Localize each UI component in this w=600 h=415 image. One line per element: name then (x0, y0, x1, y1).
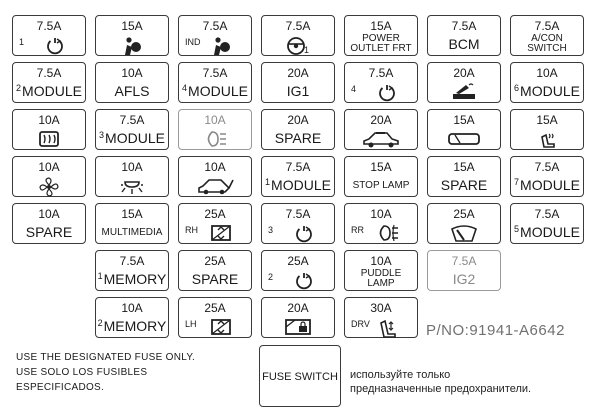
fuse-amperage: 25A (204, 254, 226, 268)
fuse-44 (344, 297, 418, 338)
fuse-amperage: 10A (38, 160, 60, 174)
fuse-23 (95, 156, 169, 197)
wiper-icon (449, 223, 479, 248)
fuse-amperage: 15A (536, 113, 558, 127)
fuse-amperage: 10A (121, 160, 143, 174)
steering-icon (286, 35, 310, 62)
fuse-label: $^2$MEMORY (97, 318, 167, 334)
sunroof-icon (361, 129, 401, 154)
fuse-amperage: 7.5A (285, 207, 311, 221)
fuse-label: AFLS (114, 83, 150, 99)
fuse-40 (427, 250, 501, 291)
power-icon (293, 223, 315, 250)
fuse-amperage: 25A (453, 207, 475, 221)
fuse-42 (178, 297, 252, 338)
fuse-label: PUDDLE LAMP (360, 268, 402, 289)
fuse-amperage: 20A (370, 113, 392, 127)
fuse-note-russian (350, 368, 531, 396)
fuse-amperage: 7.5A (202, 19, 228, 33)
fuse-amperage: 20A (287, 113, 309, 127)
fuse-20 (427, 109, 501, 150)
power-window-icon (209, 317, 233, 342)
fuse-amperage: 7.5A (285, 19, 311, 33)
fuse-amperage: 10A (121, 66, 143, 80)
fuse-amperage: 7.5A (36, 66, 62, 80)
fuse-1 (12, 15, 86, 56)
fuse-9 (95, 62, 169, 103)
fuse-17 (178, 109, 252, 150)
fuse-amperage: 15A (370, 19, 392, 33)
fuse-amperage: 10A (204, 160, 226, 174)
fuse-36 (95, 250, 169, 291)
fuse-amperage: 10A (370, 254, 392, 268)
fuse-39 (344, 250, 418, 291)
rear-defrost-icon (37, 129, 61, 154)
fuse-16 (95, 109, 169, 150)
fuse-label: SPARE (274, 130, 322, 146)
fuse-note-russian-1: используйте только (350, 369, 451, 381)
fuse-label: $^5$MODULE (514, 224, 580, 240)
tailgate-icon (195, 176, 235, 201)
fuse-amperage: 30A (370, 301, 392, 315)
fuse-32 (261, 203, 335, 244)
fuse-amperage: 7.5A (36, 19, 62, 33)
fuse-amperage: 15A (453, 160, 475, 174)
power-icon (376, 82, 398, 109)
fuse-8 (12, 62, 86, 103)
fuse-37 (178, 250, 252, 291)
fuse-7 (510, 15, 584, 56)
fuse-prefix: 1 (19, 37, 25, 47)
fan-icon (38, 176, 60, 203)
fuse-amperage: 7.5A (202, 66, 228, 80)
fuse-13 (427, 62, 501, 103)
fuse-2 (95, 15, 169, 56)
fuse-14 (510, 62, 584, 103)
fuse-amperage: 20A (287, 66, 309, 80)
fuse-amperage: 7.5A (368, 66, 394, 80)
fuse-prefix: LH (185, 319, 197, 329)
fuse-label: MULTIMEDIA (101, 227, 163, 238)
fuse-label: $^7$MODULE (514, 177, 580, 193)
fuse-6 (427, 15, 501, 56)
fuse-33 (344, 203, 418, 244)
fuse-amperage: 25A (287, 254, 309, 268)
fuse-prefix: DRV (351, 319, 370, 329)
fuse-28 (510, 156, 584, 197)
headlamp-icon (202, 129, 228, 154)
fuse-switch-box: FUSE SWITCH (259, 345, 341, 407)
fuse-amperage: 25A (204, 207, 226, 221)
fuse-label: POWER OUTLET FRT (350, 33, 412, 54)
fuse-amperage: 7.5A (119, 254, 145, 268)
fuse-amperage: 7.5A (534, 160, 560, 174)
fuse-prefix: 2 (268, 272, 274, 282)
fuse-amperage: 10A (38, 207, 60, 221)
part-number: P/NO:91941-A6642 (426, 322, 565, 339)
room-lamp-icon (119, 176, 145, 201)
mirror-icon (447, 129, 481, 154)
fuse-label: SPARE (191, 271, 239, 287)
fuse-25 (261, 156, 335, 197)
fuse-prefix: 4 (351, 84, 357, 94)
fuse-amperage: 15A (121, 207, 143, 221)
fuse-prefix: RR (351, 225, 364, 235)
fuse-label: STOP LAMP (352, 180, 410, 191)
fuse-amperage: 10A (121, 301, 143, 315)
fuse-amperage: 25A (204, 301, 226, 315)
svg-text:1: 1 (304, 45, 310, 55)
fuse-amperage: 20A (287, 301, 309, 315)
fuse-35 (510, 203, 584, 244)
fuse-18 (261, 109, 335, 150)
fuse-amperage: 15A (453, 113, 475, 127)
fuse-label: $^6$MODULE (514, 83, 580, 99)
power-window-icon (209, 223, 233, 248)
fuse-15 (12, 109, 86, 150)
fuse-amperage: 15A (121, 19, 143, 33)
fuse-label: SPARE (440, 177, 488, 193)
fuse-21 (510, 109, 584, 150)
fuse-prefix: RH (185, 225, 198, 235)
fuse-11 (261, 62, 335, 103)
fuse-label: $^2$MODULE (16, 83, 82, 99)
power-icon (293, 270, 315, 297)
cigar-lighter-icon (450, 82, 478, 107)
fuse-amperage: 10A (38, 113, 60, 127)
fuse-label: $^4$MODULE (182, 83, 248, 99)
fuse-label: $^3$MODULE (99, 130, 165, 146)
fuse-3 (178, 15, 252, 56)
fuse-31 (178, 203, 252, 244)
fuse-38 (261, 250, 335, 291)
fuse-label: SPARE (25, 224, 73, 240)
fuse-10 (178, 62, 252, 103)
fuse-note-english: USE THE DESIGNATED FUSE ONLY. (16, 352, 196, 363)
fuse-4 (261, 15, 335, 56)
fuse-30 (95, 203, 169, 244)
fuse-24 (178, 156, 252, 197)
fuse-note-russian-2: предназначенные предохранители. (350, 383, 532, 395)
fuse-label: IG1 (286, 83, 310, 99)
fuse-27 (427, 156, 501, 197)
fuse-label: IG2 (452, 271, 476, 287)
fuse-29 (12, 203, 86, 244)
fuse-amperage: 7.5A (119, 113, 145, 127)
airbag-icon (121, 35, 143, 62)
fuse-amperage: 15A (370, 160, 392, 174)
fuse-prefix: 3 (268, 225, 274, 235)
airbag-icon (210, 35, 232, 62)
fuse-34 (427, 203, 501, 244)
fuse-label: $^1$MEMORY (97, 271, 167, 287)
fuse-amperage: 10A (370, 207, 392, 221)
fuse-amperage: 20A (453, 66, 475, 80)
door-lock-icon (283, 317, 313, 342)
fuse-5 (344, 15, 418, 56)
seat-heater-icon (536, 129, 558, 156)
fuse-amperage: 10A (536, 66, 558, 80)
fuse-amperage: 7.5A (451, 19, 477, 33)
fuse-26 (344, 156, 418, 197)
fuse-amperage: 7.5A (451, 254, 477, 268)
fuse-12 (344, 62, 418, 103)
fuse-note-spanish-2: ESPECIFICADOS. (16, 382, 105, 393)
fuse-amperage: 7.5A (534, 19, 560, 33)
fuse-label: $^1$MODULE (265, 177, 331, 193)
fuse-label: BCM (448, 36, 480, 52)
power-seat-icon (376, 317, 398, 346)
fuse-note-spanish-1: USE SOLO LOS FUSIBLES (16, 367, 148, 378)
fuse-prefix: IND (185, 37, 201, 47)
fuse-43 (261, 297, 335, 338)
fog-lamp-icon (374, 223, 400, 248)
fuse-41 (95, 297, 169, 338)
fuse-amperage: 7.5A (285, 160, 311, 174)
fuse-amperage: 10A (204, 113, 226, 127)
fuse-22 (12, 156, 86, 197)
fuse-label: A/CON SWITCH (527, 33, 567, 54)
power-icon (44, 35, 66, 62)
fuse-19 (344, 109, 418, 150)
fuse-amperage: 7.5A (534, 207, 560, 221)
